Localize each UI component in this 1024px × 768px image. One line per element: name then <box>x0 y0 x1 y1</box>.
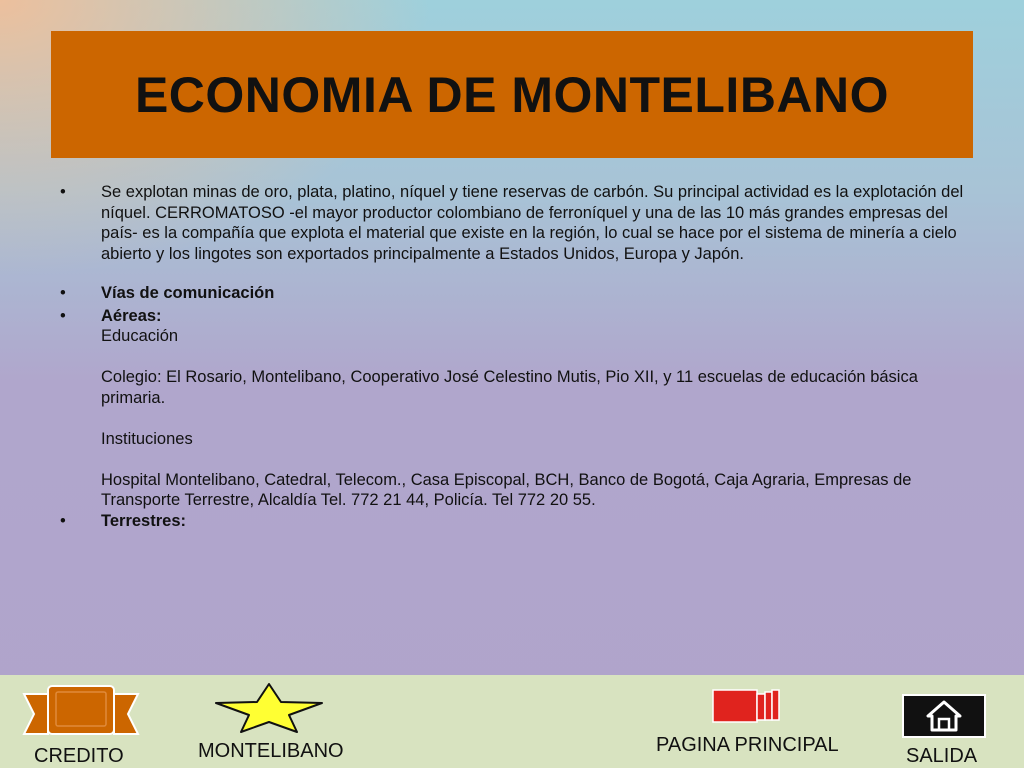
colegio-text: Colegio: El Rosario, Montelibano, Cooperativo José Celestino Mutis, Pio XII, y 11 escuelas de educación básica primaria. <box>101 368 918 407</box>
list-item <box>60 306 970 511</box>
terrestres-heading: Terrestres: <box>101 511 186 530</box>
list-item <box>60 511 970 532</box>
title-banner <box>51 31 973 158</box>
instituciones-label: Instituciones <box>101 429 193 448</box>
bullet-icon: • <box>60 511 66 530</box>
bullet-icon: • <box>60 284 66 302</box>
educacion-label: Educación <box>101 327 179 345</box>
credito-link[interactable]: CREDITO <box>34 745 124 767</box>
vias-heading: Vías de comunicación <box>101 284 275 302</box>
mining-paragraph: Se explotan minas de oro, plata, platino, níquel y tiene reservas de carbón. Su principal actividad es la explotación del níquel. CERROMATOSO -el mayor productor colombiano de ferroníquel y una de las 10 más grandes empresas del país- es la compañía que explota el material que existe en la región, lo cual se hace por el sistema de minería a cielo abierto y los lingotes son exportados principalmente a Estados Unidos, Europa y Japón. <box>101 183 964 263</box>
page-title: ECONOMIA DE MONTELIBANO <box>134 66 890 123</box>
red-flag-icon[interactable] <box>712 688 780 724</box>
pagina-principal-link[interactable]: PAGINA PRINCIPAL <box>656 734 839 756</box>
home-icon[interactable] <box>902 694 986 738</box>
list-item <box>60 283 970 304</box>
bullet-icon: • <box>60 183 66 201</box>
salida-link[interactable]: SALIDA <box>906 745 978 767</box>
list-item <box>60 182 970 264</box>
bullet-icon: • <box>60 306 66 325</box>
ribbon-monitor-icon[interactable] <box>22 684 140 740</box>
montelibano-link[interactable]: MONTELIBANO <box>198 740 344 762</box>
aereas-heading: Aéreas: <box>101 306 162 325</box>
star-icon[interactable] <box>214 682 324 734</box>
bottom-nav-bar <box>0 675 1024 768</box>
content-list <box>60 182 970 531</box>
hospital-text: Hospital Montelibano, Catedral, Telecom., Casa Episcopal, BCH, Banco de Bogotá, Caja Agraria, Empresas de Transporte Terrestre, Alcaldía Tel. 772 21 44, Policía. Tel 772 20 55. <box>101 470 912 509</box>
